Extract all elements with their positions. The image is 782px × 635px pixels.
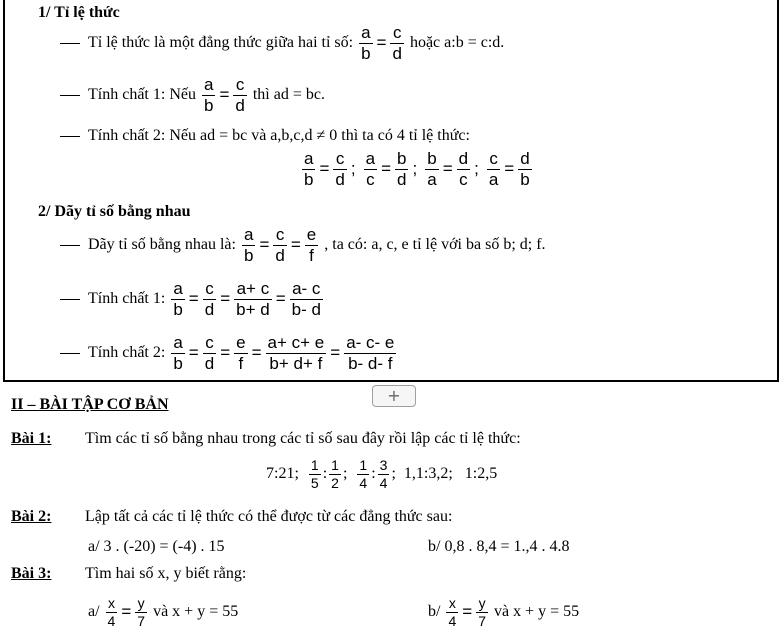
section2-line2: Tính chất 1: $\frac{a}{b}$ = $\frac{c}{d}$ = $\frac{a+ c}{b+ d}$ = $\frac{a- c}{b- d}$ [60, 280, 325, 319]
section2-title: 2/ Dãy tỉ số bằng nhau [38, 203, 191, 220]
section1-line3: Tính chất 2: Nếu ad = bc và a,b,c,d ≠ 0 thì ta có 4 tỉ lệ thức: [60, 127, 470, 145]
section2-line3: Tính chất 2: $\frac{a}{b}$ = $\frac{c}{d}$ = $\frac{e}{f}$ = $\frac{a+ c+ e}{b+ d+ f}$ = $\frac{a- c- e}{b- d- f}$ [60, 334, 398, 373]
bai3-text: Tìm hai số x, y biết rằng: [85, 565, 247, 582]
bai1-text: Tìm các tỉ số bằng nhau trong các tỉ số sau đây rồi lập các tỉ lệ thức: [85, 430, 521, 447]
fraction: $\frac{a}{b}$ [203, 75, 214, 115]
fraction: $\frac{a}{b}$ [361, 23, 371, 63]
bai1-ratios: 7:21; $\frac{1}{5}$ : $\frac{1}{2}$ ; $\frac{1}{4}$ : $\frac{3}{4}$ ; 1,1:3,2; 1:2,5 [266, 457, 498, 491]
bai2-b: b/ 0,8 . 8,4 = 1.,4 . 4.8 [428, 538, 570, 555]
section1-title: 1/ Tỉ lệ thức [38, 4, 120, 21]
add-button[interactable]: + [372, 385, 416, 407]
four-proportions: $\frac{a}{b}$ = $\frac{c}{d}$ ; $\frac{a}{c}$ = $\frac{b}{d}$ ; $\frac{b}{a}$ = $\frac{d}{c}$ ; $\frac{c}{a}$ = $\frac{d}{b}$ [304, 149, 530, 189]
dash-bullet [60, 299, 80, 300]
fraction: $\frac{c}{d}$ [392, 23, 402, 63]
section1-line1: Tỉ lệ thức là một đẳng thức giữa hai tỉ số: $\frac{a}{b}$ = $\frac{c}{d}$ hoặc a:b = c:d. [60, 24, 504, 63]
bai1 [11, 430, 521, 448]
bai3-a: a/ $\frac{x}{4}$ = $\frac{y}{7}$ và x + y = 55 [88, 595, 239, 629]
dash-bullet [60, 136, 80, 137]
dash-bullet [60, 95, 80, 96]
bai3-label: Bài 3: [11, 565, 52, 582]
bai3 [11, 565, 246, 583]
fraction: $\frac{c}{d}$ [235, 75, 245, 115]
bai2-text: Lập tất cả các tỉ lệ thức có thể được từ các đẳng thức sau: [85, 508, 453, 525]
bai2-a: a/ 3 . (-20) = (-4) . 15 [88, 538, 225, 555]
section1-line2: Tính chất 1: Nếu $\frac{a}{b}$ = $\frac{c}{d}$ thì ad = bc. [60, 76, 325, 115]
section2-line1: Dãy tỉ số bằng nhau là: $\frac{a}{b}$ = $\frac{c}{d}$ = $\frac{e}{f}$ , ta có: a, c, e tỉ lệ với ba số b; d; f. [60, 226, 546, 265]
dash-bullet [60, 245, 80, 246]
bai3-b: b/ $\frac{x}{4}$ = $\frac{y}{7}$ và x + y = 55 [428, 595, 580, 629]
dash-bullet [60, 43, 80, 44]
bai2 [11, 508, 452, 526]
dash-bullet [60, 353, 80, 354]
part2-title: II – BÀI TẬP CƠ BẢN [11, 396, 169, 413]
bai2-label: Bài 2: [11, 508, 52, 525]
bai1-label: Bài 1: [11, 430, 52, 447]
